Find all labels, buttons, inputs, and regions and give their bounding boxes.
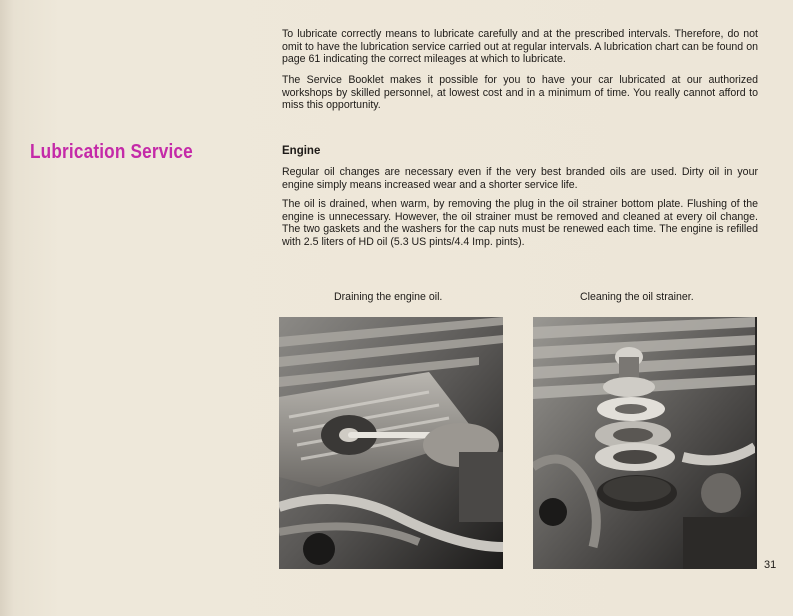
photo-cleaning-oil-strainer xyxy=(533,317,757,569)
engine-paragraph-1-text: Regular oil changes are necessary even if the very best branded oils are used. Dirty oil in your engine simply means increased wear and a shorter service life. xyxy=(282,166,758,191)
intro-paragraph-1-text: To lubricate correctly means to lubricate carefully and at the prescribed intervals. Therefore, do not omit to have the lubrication service carried out at regular intervals. A lubrication chart can be found on page 61 indicating the correct mileages at which to lubricate. xyxy=(282,28,758,66)
page-number: 31 xyxy=(764,559,777,571)
engine-paragraph-1 xyxy=(282,166,758,191)
engine-paragraph-2 xyxy=(282,198,758,248)
engine-paragraph-2-text: The oil is drained, when warm, by removing the plug in the oil strainer bottom plate. Flushing of the engine is unnecessary. However, the oil strainer must be removed and cleaned at every oil change. The two gaskets and the washers for the cap nuts must be renewed each time. The engine is refilled with 2.5 liters of HD oil (5.3 US pints/4.4 Imp. pints). xyxy=(282,198,758,248)
intro-paragraph-2-text: The Service Booklet makes it possible for you to have your car lubricated at our authorized workshops by skilled personnel, at lowest cost and in a minimum of time. You really cannot afford to miss this opportunity. xyxy=(282,74,758,112)
intro-paragraph-1 xyxy=(282,28,758,66)
figure-caption-strainer: Cleaning the oil strainer. xyxy=(580,291,694,303)
intro-paragraph-2 xyxy=(282,74,758,112)
figure-caption-draining: Draining the engine oil. xyxy=(334,291,443,303)
section-title: Lubrication Service xyxy=(30,141,193,163)
engine-heading: Engine xyxy=(282,145,321,157)
photo-draining-engine-oil xyxy=(279,317,503,569)
